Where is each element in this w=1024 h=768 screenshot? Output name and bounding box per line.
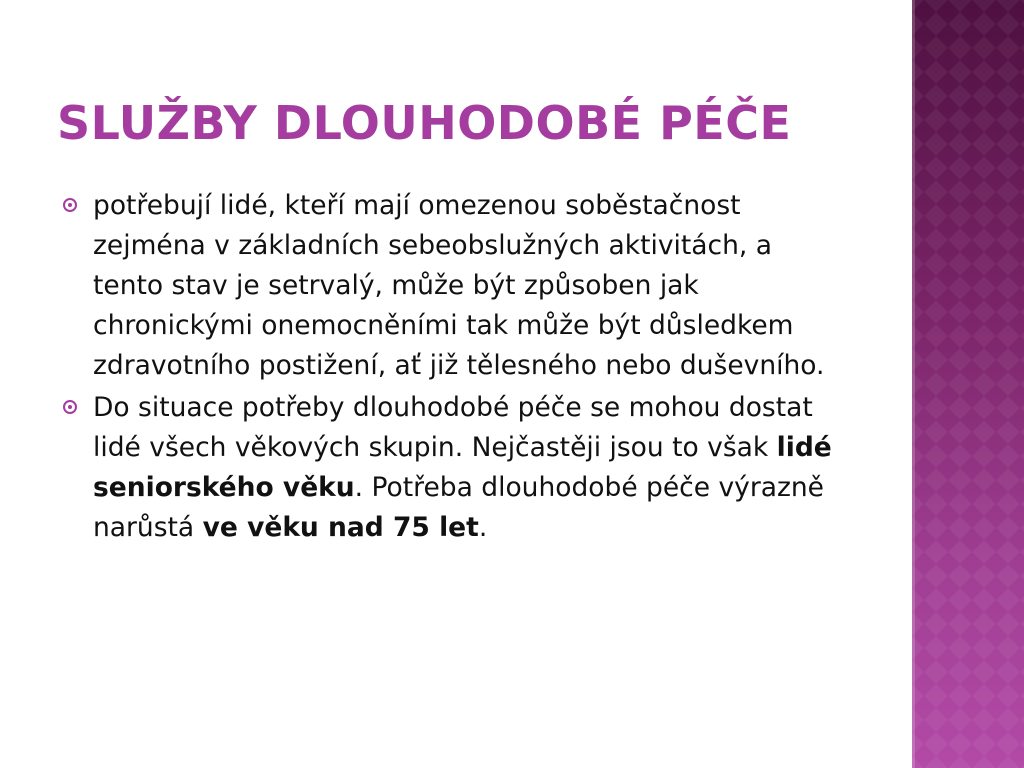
bullet-text-2-bold1: lidé seniorského věku xyxy=(93,432,832,503)
bullet-text-2-part2: . Potřeba dlouhodobé péče výrazně narůstá xyxy=(93,472,824,543)
bullet-item-2 xyxy=(60,388,850,548)
slide-title: SLUŽBY DLOUHODOBÉ PÉČE xyxy=(57,96,792,150)
bullet-text-2-part1: Do situace potřeby dlouhodobé péče se mohou dostat lidé všech věkových skupin. Nejčastěji jsou to však xyxy=(93,392,813,463)
bullet-list xyxy=(60,186,850,550)
bullet-text-2-bold2: ve věku nad 75 let xyxy=(202,512,479,543)
circle-bullet-icon xyxy=(63,400,77,414)
circle-bullet-icon xyxy=(63,198,77,212)
decorative-side-band xyxy=(912,0,1024,768)
bullet-item-1 xyxy=(60,186,850,386)
side-band-edge xyxy=(912,0,915,768)
bullet-text-2-part3: . xyxy=(478,512,488,543)
bullet-text-1: potřebují lidé, kteří mají omezenou soběstačnost zejména v základních sebeobslužných aktivitách, a tento stav je setrvalý, může být způsoben jak chronickými onemocněními tak může být důsledkem zdravotního postižení, ať již tělesného nebo duševního. xyxy=(93,190,825,381)
